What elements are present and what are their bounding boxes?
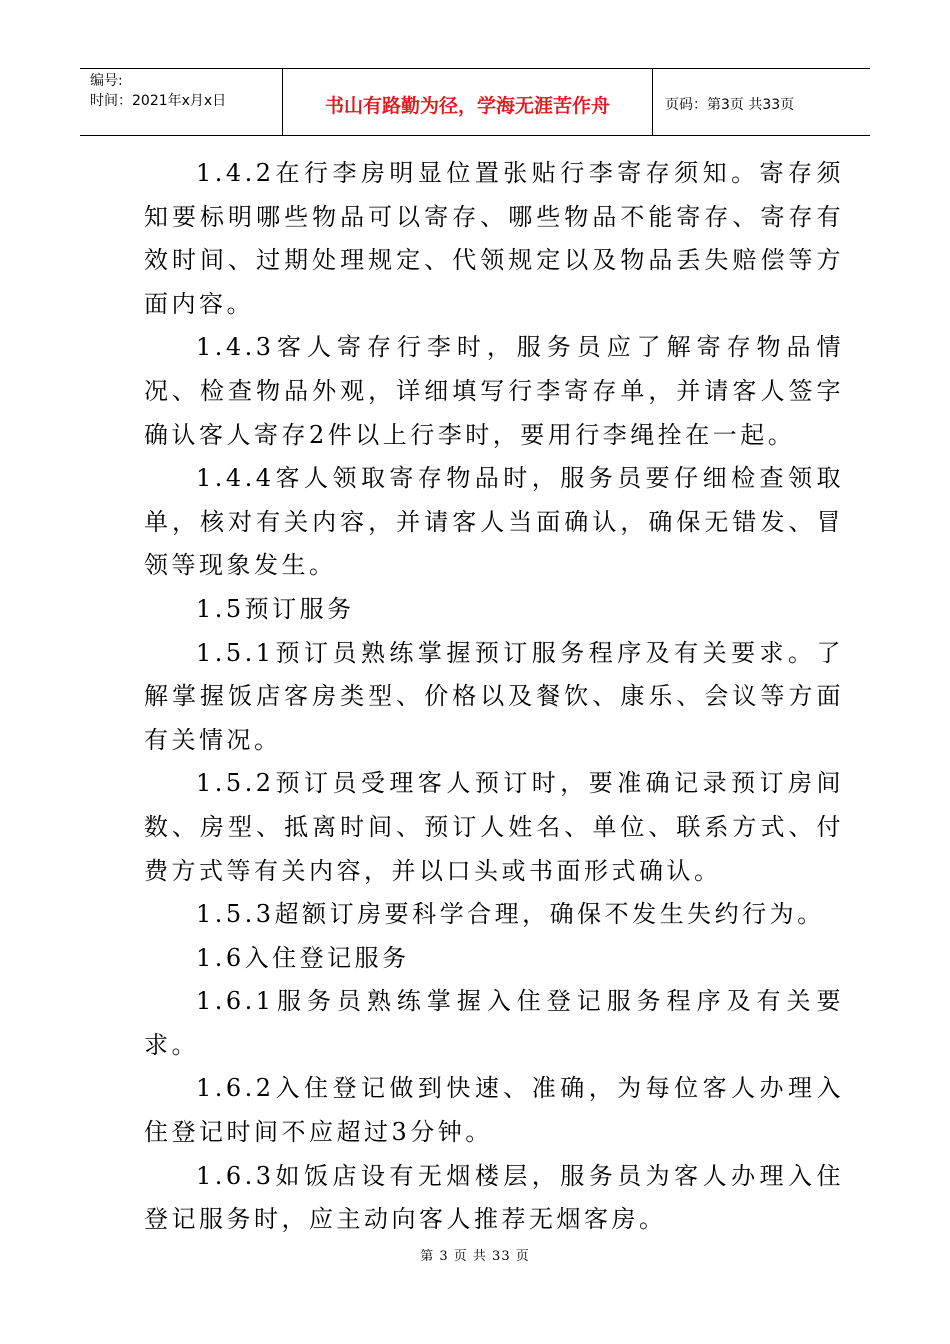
paragraph-1-5-1: 1.5.1预订员熟练掌握预订服务程序及有关要求。了解掌握饭店客房类型、价格以及餐饮、康乐、会议等方面有关情况。 (144, 638, 844, 754)
header-motto: 书山有路勤为径，学海无涯苦作舟 (283, 69, 653, 135)
page-footer: 第 3 页 共 33 页 (420, 1249, 530, 1264)
paragraph-1-6-3: 1.6.3如饭店设有无烟楼层，服务员为客人办理入住登记服务时，应主动向客人推荐无烟客房。 (144, 1161, 844, 1234)
paragraph-1-5-2: 1.5.2预订员受理客人预订时，要准确记录预订房间数、房型、抵离时间、预订人姓名、单位、联系方式、付费方式等有关内容，并以口头或书面形式确认。 (144, 769, 844, 885)
paragraph-1-4-4: 1.4.4客人领取寄存物品时，服务员要仔细检查领取单，核对有关内容，并请客人当面确认，确保无错发、冒领等现象发生。 (144, 464, 844, 580)
paragraph-1-4-2: 1.4.2在行李房明显位置张贴行李寄存须知。寄存须知要标明哪些物品可以寄存、哪些物品不能寄存、寄存有效时间、过期处理规定、代领规定以及物品丢失赔偿等方面内容。 (144, 159, 844, 318)
paragraph-1-5-3: 1.5.3超额订房要科学合理，确保不发生失约行为。 (196, 900, 825, 929)
header-meta-cell (80, 69, 283, 135)
paragraph-1-4-3: 1.4.3客人寄存行李时，服务员应了解寄存物品情况、检查物品外观，详细填写行李寄存单，并请客人签字确认客人寄存2件以上行李时，要用行李绳拴在一起。 (144, 333, 844, 449)
page-header (80, 68, 870, 136)
paragraph-1-6-1: 1.6.1服务员熟练掌握入住登记服务程序及有关要求。 (144, 987, 844, 1059)
document-date-label: 时间：2021年x月x日 (90, 93, 227, 109)
paragraph-1-6-2: 1.6.2入住登记做到快速、准确，为每位客人办理入住登记时间不应超过3分钟。 (144, 1074, 844, 1147)
document-number-label: 编号: (90, 73, 123, 89)
section-heading-1-5: 1.5预订服务 (196, 594, 355, 623)
document-body (144, 152, 844, 1242)
section-heading-1-6: 1.6入住登记服务 (196, 943, 410, 972)
header-page-info: 页码：第3页 共33页 (665, 97, 795, 113)
